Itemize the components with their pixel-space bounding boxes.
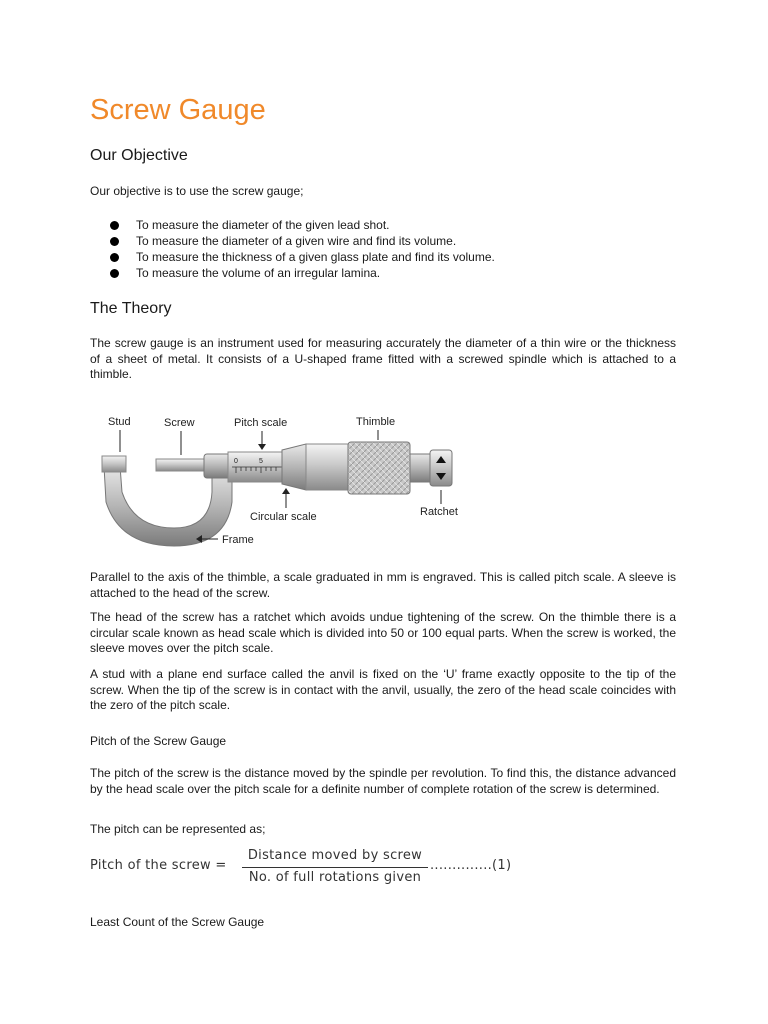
scale-mark-0: 0 — [234, 458, 238, 465]
list-item-text: To measure the diameter of a given wire and find its volume. — [136, 234, 457, 248]
ratchet-shape — [430, 450, 452, 486]
list-item-text: To measure the thickness of a given glass plate and find its volume. — [136, 250, 495, 264]
objective-heading: Our Objective — [90, 147, 188, 164]
label-ratchet: Ratchet — [420, 506, 458, 518]
formula-denominator: No. of full rotations given — [248, 870, 422, 885]
label-thimble: Thimble — [356, 416, 396, 428]
bullet-icon — [110, 237, 119, 246]
list-item — [110, 249, 495, 265]
page-title: Screw Gauge — [90, 94, 266, 126]
theory-paragraph-4: A stud with a plane end surface called the anvil is fixed on the ‘U’ frame exactly opposite to the tip of the screw. When the tip of the screw is in contact with the anvil, usually, the zero of the head scale coincides with the zero of the pitch scale. — [90, 667, 676, 712]
formula-equation-number: ..............(1) — [430, 858, 512, 873]
thimble-grip-shape — [348, 442, 410, 494]
list-item-text: To measure the diameter of the given lead shot. — [136, 218, 390, 232]
stud-shape — [102, 456, 126, 472]
screw-gauge-diagram — [100, 410, 480, 558]
objective-intro: Our objective is to use the screw gauge; — [90, 184, 304, 198]
bullet-icon — [110, 269, 119, 278]
least-count-heading: Least Count of the Screw Gauge — [90, 915, 265, 929]
theory-heading: The Theory — [90, 300, 172, 317]
list-item — [110, 233, 495, 249]
pitch-intro: The pitch can be represented as; — [90, 822, 266, 836]
thimble-body-shape — [306, 444, 350, 490]
theory-paragraph-2: Parallel to the axis of the thimble, a scale graduated in mm is engraved. This is called pitch scale. A sleeve is attached to the head of the screw. — [90, 570, 676, 600]
bullet-icon — [110, 253, 119, 262]
label-frame: Frame — [222, 534, 254, 546]
pitch-paragraph: The pitch of the screw is the distance moved by the spindle per revolution. To find this, the distance advanced by the head scale over the pitch scale for a definite number of complete rotation of the screw is determined. — [90, 766, 676, 796]
pitch-formula — [90, 846, 530, 886]
label-screw: Screw — [164, 417, 195, 429]
label-pitch-scale: Pitch scale — [234, 417, 288, 429]
ratchet-neck-shape — [410, 454, 432, 482]
list-item — [110, 265, 495, 281]
formula-lhs: Pitch of the screw = — [90, 858, 227, 873]
circular-scale-shape — [282, 444, 306, 490]
list-item-text: To measure the volume of an irregular lamina. — [136, 266, 381, 280]
objective-list — [110, 217, 495, 281]
scale-mark-5: 5 — [259, 458, 263, 465]
list-item — [110, 217, 495, 233]
theory-paragraph-1: The screw gauge is an instrument used for measuring accurately the diameter of a thin wire or the thickness of a sheet of metal. It consists of a U-shaped frame fitted with a screwed spindle which is attached to a thimble. — [90, 336, 676, 381]
label-circular-scale: Circular scale — [250, 511, 317, 523]
label-stud: Stud — [108, 416, 131, 428]
bullet-icon — [110, 221, 119, 230]
theory-paragraph-3: The head of the screw has a ratchet which avoids undue tightening of the screw. On the thimble there is a circular scale known as head scale which is divided into 50 or 100 equal parts. When the screw is worked, the sleeve moves over the pitch scale. — [90, 610, 676, 655]
formula-fraction-bar — [242, 867, 428, 868]
lock-nut-shape — [204, 454, 230, 478]
formula-numerator: Distance moved by screw — [247, 848, 423, 863]
pitch-heading: Pitch of the Screw Gauge — [90, 734, 227, 748]
